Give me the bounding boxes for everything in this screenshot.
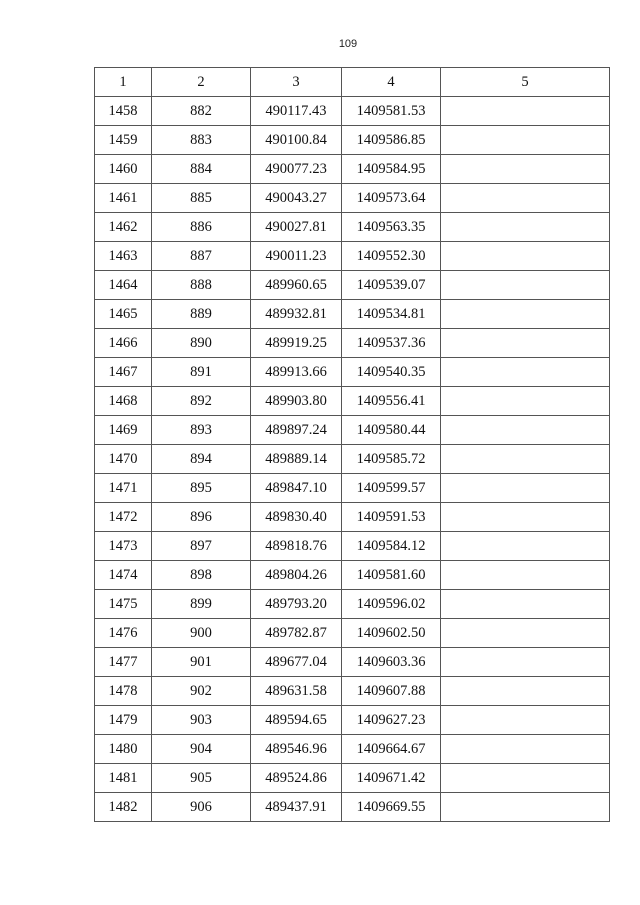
y-coordinate-cell: 1409563.35 bbox=[342, 213, 441, 242]
table-row bbox=[95, 677, 610, 706]
point-number-cell: 905 bbox=[152, 764, 251, 793]
table-row bbox=[95, 242, 610, 271]
note-cell bbox=[441, 474, 610, 503]
note-cell bbox=[441, 242, 610, 271]
x-coordinate-cell: 489903.80 bbox=[251, 387, 342, 416]
table-row bbox=[95, 155, 610, 184]
point-number-cell: 894 bbox=[152, 445, 251, 474]
note-cell bbox=[441, 532, 610, 561]
note-cell bbox=[441, 445, 610, 474]
row-number-cell: 1471 bbox=[95, 474, 152, 503]
point-number-cell: 903 bbox=[152, 706, 251, 735]
point-number-cell: 896 bbox=[152, 503, 251, 532]
x-coordinate-cell: 489793.20 bbox=[251, 590, 342, 619]
note-cell bbox=[441, 561, 610, 590]
table-row bbox=[95, 213, 610, 242]
x-coordinate-cell: 489897.24 bbox=[251, 416, 342, 445]
note-cell bbox=[441, 416, 610, 445]
row-number-cell: 1470 bbox=[95, 445, 152, 474]
point-number-cell: 890 bbox=[152, 329, 251, 358]
x-coordinate-cell: 489804.26 bbox=[251, 561, 342, 590]
y-coordinate-cell: 1409584.12 bbox=[342, 532, 441, 561]
note-cell bbox=[441, 793, 610, 822]
row-number-cell: 1468 bbox=[95, 387, 152, 416]
point-number-cell: 884 bbox=[152, 155, 251, 184]
y-coordinate-cell: 1409586.85 bbox=[342, 126, 441, 155]
row-number-cell: 1474 bbox=[95, 561, 152, 590]
page-number: 109 bbox=[338, 38, 358, 50]
y-coordinate-cell: 1409534.81 bbox=[342, 300, 441, 329]
table-row bbox=[95, 764, 610, 793]
y-coordinate-cell: 1409603.36 bbox=[342, 648, 441, 677]
header-row bbox=[95, 68, 610, 97]
point-number-cell: 897 bbox=[152, 532, 251, 561]
y-coordinate-cell: 1409596.02 bbox=[342, 590, 441, 619]
row-number-cell: 1469 bbox=[95, 416, 152, 445]
y-coordinate-cell: 1409540.35 bbox=[342, 358, 441, 387]
row-number-cell: 1464 bbox=[95, 271, 152, 300]
table-row bbox=[95, 793, 610, 822]
note-cell bbox=[441, 155, 610, 184]
y-coordinate-cell: 1409607.88 bbox=[342, 677, 441, 706]
x-coordinate-cell: 490117.43 bbox=[251, 97, 342, 126]
header-cell-5: 5 bbox=[441, 68, 610, 97]
table-row bbox=[95, 329, 610, 358]
point-number-cell: 902 bbox=[152, 677, 251, 706]
point-number-cell: 904 bbox=[152, 735, 251, 764]
y-coordinate-cell: 1409599.57 bbox=[342, 474, 441, 503]
point-number-cell: 885 bbox=[152, 184, 251, 213]
note-cell bbox=[441, 619, 610, 648]
note-cell bbox=[441, 126, 610, 155]
y-coordinate-cell: 1409580.44 bbox=[342, 416, 441, 445]
row-number-cell: 1477 bbox=[95, 648, 152, 677]
y-coordinate-cell: 1409591.53 bbox=[342, 503, 441, 532]
note-cell bbox=[441, 97, 610, 126]
point-number-cell: 893 bbox=[152, 416, 251, 445]
x-coordinate-cell: 489782.87 bbox=[251, 619, 342, 648]
point-number-cell: 895 bbox=[152, 474, 251, 503]
note-cell bbox=[441, 590, 610, 619]
row-number-cell: 1459 bbox=[95, 126, 152, 155]
y-coordinate-cell: 1409552.30 bbox=[342, 242, 441, 271]
row-number-cell: 1475 bbox=[95, 590, 152, 619]
y-coordinate-cell: 1409581.60 bbox=[342, 561, 441, 590]
x-coordinate-cell: 489889.14 bbox=[251, 445, 342, 474]
x-coordinate-cell: 490011.23 bbox=[251, 242, 342, 271]
row-number-cell: 1481 bbox=[95, 764, 152, 793]
row-number-cell: 1479 bbox=[95, 706, 152, 735]
row-number-cell: 1473 bbox=[95, 532, 152, 561]
y-coordinate-cell: 1409556.41 bbox=[342, 387, 441, 416]
x-coordinate-cell: 490077.23 bbox=[251, 155, 342, 184]
x-coordinate-cell: 489437.91 bbox=[251, 793, 342, 822]
table-header bbox=[95, 68, 610, 97]
x-coordinate-cell: 489830.40 bbox=[251, 503, 342, 532]
y-coordinate-cell: 1409671.42 bbox=[342, 764, 441, 793]
point-number-cell: 891 bbox=[152, 358, 251, 387]
point-number-cell: 887 bbox=[152, 242, 251, 271]
y-coordinate-cell: 1409664.67 bbox=[342, 735, 441, 764]
row-number-cell: 1460 bbox=[95, 155, 152, 184]
header-cell-2: 2 bbox=[152, 68, 251, 97]
table-row bbox=[95, 532, 610, 561]
row-number-cell: 1458 bbox=[95, 97, 152, 126]
table-row bbox=[95, 619, 610, 648]
table-row bbox=[95, 735, 610, 764]
note-cell bbox=[441, 358, 610, 387]
x-coordinate-cell: 489913.66 bbox=[251, 358, 342, 387]
table-row bbox=[95, 561, 610, 590]
y-coordinate-cell: 1409585.72 bbox=[342, 445, 441, 474]
table-row bbox=[95, 445, 610, 474]
note-cell bbox=[441, 300, 610, 329]
coordinates-table bbox=[94, 67, 610, 822]
x-coordinate-cell: 489932.81 bbox=[251, 300, 342, 329]
x-coordinate-cell: 489631.58 bbox=[251, 677, 342, 706]
row-number-cell: 1482 bbox=[95, 793, 152, 822]
table-row bbox=[95, 97, 610, 126]
point-number-cell: 888 bbox=[152, 271, 251, 300]
note-cell bbox=[441, 503, 610, 532]
x-coordinate-cell: 489960.65 bbox=[251, 271, 342, 300]
note-cell bbox=[441, 764, 610, 793]
x-coordinate-cell: 489847.10 bbox=[251, 474, 342, 503]
note-cell bbox=[441, 184, 610, 213]
table-row bbox=[95, 300, 610, 329]
y-coordinate-cell: 1409581.53 bbox=[342, 97, 441, 126]
row-number-cell: 1463 bbox=[95, 242, 152, 271]
table-row bbox=[95, 126, 610, 155]
table-row bbox=[95, 474, 610, 503]
table-row bbox=[95, 648, 610, 677]
x-coordinate-cell: 489677.04 bbox=[251, 648, 342, 677]
row-number-cell: 1462 bbox=[95, 213, 152, 242]
point-number-cell: 899 bbox=[152, 590, 251, 619]
note-cell bbox=[441, 213, 610, 242]
x-coordinate-cell: 489818.76 bbox=[251, 532, 342, 561]
y-coordinate-cell: 1409627.23 bbox=[342, 706, 441, 735]
y-coordinate-cell: 1409584.95 bbox=[342, 155, 441, 184]
row-number-cell: 1466 bbox=[95, 329, 152, 358]
row-number-cell: 1465 bbox=[95, 300, 152, 329]
y-coordinate-cell: 1409573.64 bbox=[342, 184, 441, 213]
y-coordinate-cell: 1409602.50 bbox=[342, 619, 441, 648]
x-coordinate-cell: 489919.25 bbox=[251, 329, 342, 358]
x-coordinate-cell: 490043.27 bbox=[251, 184, 342, 213]
row-number-cell: 1478 bbox=[95, 677, 152, 706]
point-number-cell: 901 bbox=[152, 648, 251, 677]
y-coordinate-cell: 1409539.07 bbox=[342, 271, 441, 300]
row-number-cell: 1461 bbox=[95, 184, 152, 213]
x-coordinate-cell: 489594.65 bbox=[251, 706, 342, 735]
table-body bbox=[95, 97, 610, 822]
header-cell-4: 4 bbox=[342, 68, 441, 97]
y-coordinate-cell: 1409537.36 bbox=[342, 329, 441, 358]
x-coordinate-cell: 490100.84 bbox=[251, 126, 342, 155]
point-number-cell: 892 bbox=[152, 387, 251, 416]
point-number-cell: 886 bbox=[152, 213, 251, 242]
point-number-cell: 900 bbox=[152, 619, 251, 648]
table-row bbox=[95, 358, 610, 387]
note-cell bbox=[441, 706, 610, 735]
table-row bbox=[95, 387, 610, 416]
note-cell bbox=[441, 648, 610, 677]
note-cell bbox=[441, 735, 610, 764]
row-number-cell: 1480 bbox=[95, 735, 152, 764]
table-row bbox=[95, 503, 610, 532]
point-number-cell: 883 bbox=[152, 126, 251, 155]
point-number-cell: 906 bbox=[152, 793, 251, 822]
row-number-cell: 1472 bbox=[95, 503, 152, 532]
x-coordinate-cell: 489524.86 bbox=[251, 764, 342, 793]
x-coordinate-cell: 489546.96 bbox=[251, 735, 342, 764]
x-coordinate-cell: 490027.81 bbox=[251, 213, 342, 242]
note-cell bbox=[441, 329, 610, 358]
point-number-cell: 889 bbox=[152, 300, 251, 329]
header-cell-3: 3 bbox=[251, 68, 342, 97]
table-row bbox=[95, 271, 610, 300]
note-cell bbox=[441, 271, 610, 300]
row-number-cell: 1476 bbox=[95, 619, 152, 648]
table-row bbox=[95, 416, 610, 445]
point-number-cell: 898 bbox=[152, 561, 251, 590]
point-number-cell: 882 bbox=[152, 97, 251, 126]
note-cell bbox=[441, 677, 610, 706]
table-row bbox=[95, 590, 610, 619]
table-row bbox=[95, 706, 610, 735]
header-cell-1: 1 bbox=[95, 68, 152, 97]
row-number-cell: 1467 bbox=[95, 358, 152, 387]
table-row bbox=[95, 184, 610, 213]
note-cell bbox=[441, 387, 610, 416]
y-coordinate-cell: 1409669.55 bbox=[342, 793, 441, 822]
